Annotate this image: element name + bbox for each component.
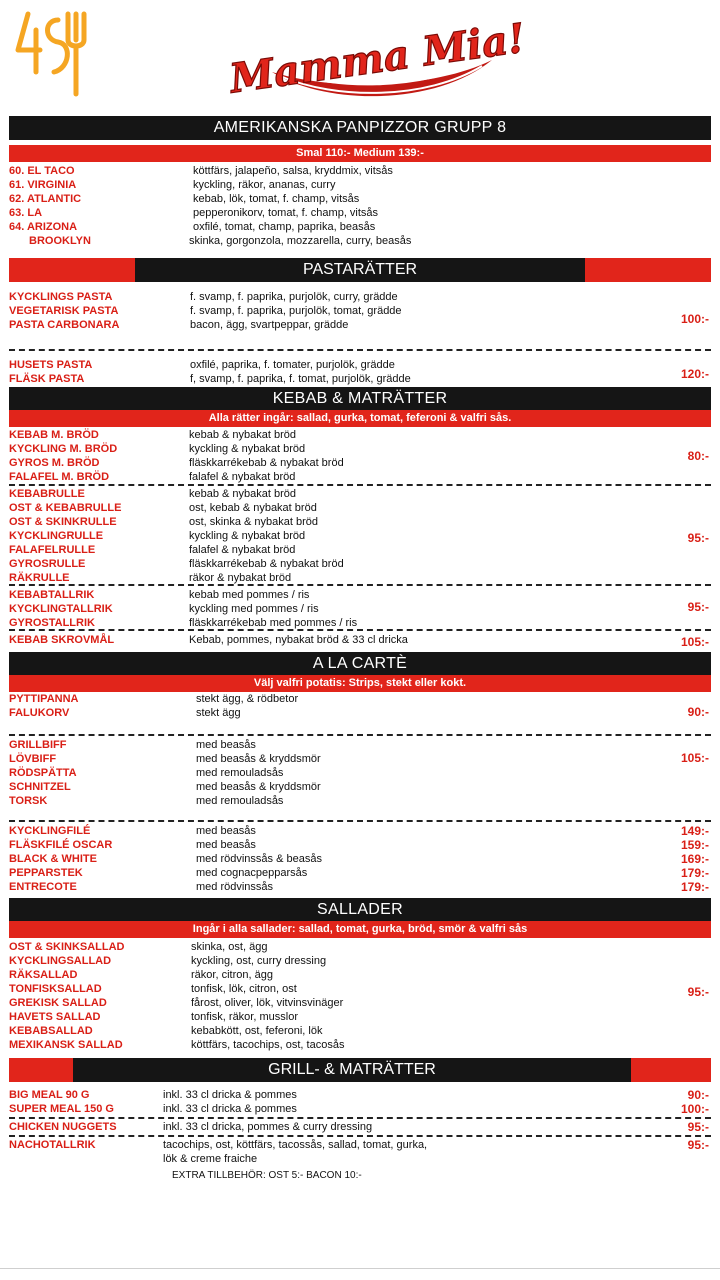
menu-item: 61. VIRGINIA kyckling, räkor, ananas, curry — [9, 179, 336, 191]
menu-item: 60. EL TACO köttfärs, jalapeño, salsa, kryddmix, vitsås — [9, 165, 393, 177]
divider — [9, 584, 711, 586]
menu-item: NACHOTALLRIK tacochips, ost, köttfärs, tacossås, sallad, tomat, gurka, 95:- — [9, 1138, 709, 1152]
divider — [9, 1117, 711, 1119]
kebab-info-banner: Alla rätter ingår: sallad, gurka, tomat, feferoni & valfri sås. — [9, 410, 711, 427]
menu-item: FALAFELRULLE falafel & nybakat bröd — [9, 544, 296, 556]
menu-item: KYCKLINGFILÉ med beasås 149:- — [9, 824, 709, 838]
section-header-pasta — [9, 258, 711, 282]
menu-item: SCHNITZEL med beasås & kryddsmör — [9, 781, 321, 793]
menu-item-continuation: lök & creme fraiche — [163, 1153, 258, 1165]
section-header-alacarte: A LA CARTÈ — [9, 652, 711, 676]
menu-item: PYTTIPANNA stekt ägg, & rödbetor — [9, 693, 299, 705]
menu-item: KYCKLING M. BRÖD kyckling & nybakat bröd — [9, 443, 306, 455]
menu-item: 64. ARIZONA oxfilé, tomat, champ, paprika, beasås — [9, 221, 376, 233]
menu-item: FALAFEL M. BRÖD falafel & nybakat bröd — [9, 471, 296, 483]
menu-item: FALUKORV stekt ägg — [9, 707, 241, 719]
menu-item: KYCKLINGSALLAD kyckling, ost, curry dressing — [9, 955, 327, 967]
menu-item: 63. LA pepperonikorv, tomat, f. champ, vitsås — [9, 207, 379, 219]
menu-item: OST & SKINKRULLE ost, skinka & nybakat bröd — [9, 516, 319, 528]
menu-item: GYROSTALLRIK fläskkarrékebab med pommes / ris — [9, 617, 358, 629]
mamma-mia-logo — [226, 14, 529, 106]
svg-text:Mamma Mia!: Mamma Mia! — [226, 14, 529, 103]
menu-item: BROOKLYN skinka, gorgonzola, mozzarella, curry, beasås — [29, 235, 412, 247]
menu-item: PEPPARSTEK med cognacpepparsås 179:- — [9, 866, 709, 880]
menu-item: GRILLBIFF med beasås — [9, 739, 256, 751]
menu-item: TORSK med remouladsås — [9, 795, 284, 807]
sallader-info-banner: Ingår i alla sallader: sallad, tomat, gurka, bröd, smör & valfri sås — [9, 921, 711, 938]
divider — [9, 734, 711, 736]
menu-item: OST & SKINKSALLAD skinka, ost, ägg — [9, 941, 268, 953]
divider — [9, 484, 711, 486]
menu-item: GREKISK SALLAD fårost, oliver, lök, vitvinsvinäger — [9, 997, 344, 1009]
divider — [9, 820, 711, 822]
menu-item: SUPER MEAL 150 G inkl. 33 cl dricka & pommes 100:- — [9, 1102, 709, 1116]
price-label: 105:- — [680, 635, 709, 649]
menu-item: MEXIKANSK SALLAD köttfärs, tacochips, ost, tacosås — [9, 1039, 345, 1051]
price-label: 95:- — [687, 985, 709, 999]
menu-item: RÄKSALLAD räkor, citron, ägg — [9, 969, 273, 981]
menu-item: CHICKEN NUGGETS inkl. 33 cl dricka, pommes & curry dressing 95:- — [9, 1120, 709, 1134]
menu-item: KEBABTALLRIK kebab med pommes / ris — [9, 589, 310, 601]
footer-divider — [0, 1268, 720, 1269]
menu-item: VEGETARISK PASTA f. svamp, f. paprika, purjolök, tomat, grädde — [9, 305, 402, 317]
menu-item: KYCKLINGRULLE kyckling & nybakat bröd — [9, 530, 306, 542]
menu-item: GYROS M. BRÖD fläskkarrékebab & nybakat bröd — [9, 457, 344, 469]
menu-item: KYCKLINGTALLRIK kyckling med pommes / ris — [9, 603, 319, 615]
menu-item: BLACK & WHITE med rödvinssås & beasås 169:- — [9, 852, 709, 866]
menu-item: KEBABRULLE kebab & nybakat bröd — [9, 488, 297, 500]
price-label: 80:- — [687, 449, 709, 463]
price-label: 120:- — [680, 367, 709, 381]
menu-item: KEBAB SKROVMÅL Kebab, pommes, nybakat bröd & 33 cl dricka — [9, 634, 408, 646]
menu-item: TONFISKSALLAD tonfisk, lök, citron, ost — [9, 983, 297, 995]
menu-item: KEBABSALLAD kebabkött, ost, feferoni, lök — [9, 1025, 323, 1037]
menu-item: BIG MEAL 90 G inkl. 33 cl dricka & pommes 90:- — [9, 1088, 709, 1102]
menu-item: GYROSRULLE fläskkarrékebab & nybakat bröd — [9, 558, 344, 570]
menu-item: OST & KEBABRULLE ost, kebab & nybakat bröd — [9, 502, 317, 514]
price-label: 90:- — [687, 705, 709, 719]
divider — [9, 1135, 711, 1137]
section-header-sallader: SALLADER — [9, 898, 711, 922]
pizza-sizes-banner: Smal 110:- Medium 139:- — [9, 145, 711, 162]
price-label: 95:- — [687, 531, 709, 545]
section-title: GRILL- & MATRÄTTER — [73, 1058, 631, 1082]
menu-item: RÄKRULLE räkor & nybakat bröd — [9, 572, 292, 584]
section-title: PASTARÄTTER — [135, 258, 585, 282]
alacarte-info-banner: Välj valfri potatis: Strips, stekt eller kokt. — [9, 675, 711, 692]
extra-toppings-note: EXTRA TILLBEHÖR: OST 5:- BACON 10:- — [172, 1170, 362, 1181]
price-label: 105:- — [680, 751, 709, 765]
menu-item: RÖDSPÄTTA med remouladsås — [9, 767, 284, 779]
section-header-grill — [9, 1058, 711, 1082]
menu-item: FLÄSK PASTA f, svamp, f. paprika, f. tomat, purjolök, grädde — [9, 373, 411, 385]
menu-item: LÖVBIFF med beasås & kryddsmör — [9, 753, 321, 765]
section-header-pizza: AMERIKANSKA PANPIZZOR GRUPP 8 — [9, 116, 711, 140]
section-header-kebab: KEBAB & MATRÄTTER — [9, 387, 711, 411]
menu-item: PASTA CARBONARA bacon, ägg, svartpeppar, grädde — [9, 319, 349, 331]
price-label: 95:- — [687, 600, 709, 614]
menu-item: KYCKLINGS PASTA f. svamp, f. paprika, purjolök, curry, grädde — [9, 291, 398, 303]
menu-item: ENTRECOTE med rödvinssås 179:- — [9, 880, 709, 894]
menu-item: FLÄSKFILÉ OSCAR med beasås 159:- — [9, 838, 709, 852]
menu-item: HUSETS PASTA oxfilé, paprika, f. tomater, purjolök, grädde — [9, 359, 395, 371]
fork-knife-logo-icon — [14, 10, 90, 96]
menu-item: KEBAB M. BRÖD kebab & nybakat bröd — [9, 429, 297, 441]
price-label: 100:- — [680, 312, 709, 326]
menu-item: HAVETS SALLAD tonfisk, räkor, musslor — [9, 1011, 298, 1023]
divider — [9, 629, 711, 631]
menu-item: 62. ATLANTIC kebab, lök, tomat, f. champ, vitsås — [9, 193, 360, 205]
divider — [9, 349, 711, 351]
